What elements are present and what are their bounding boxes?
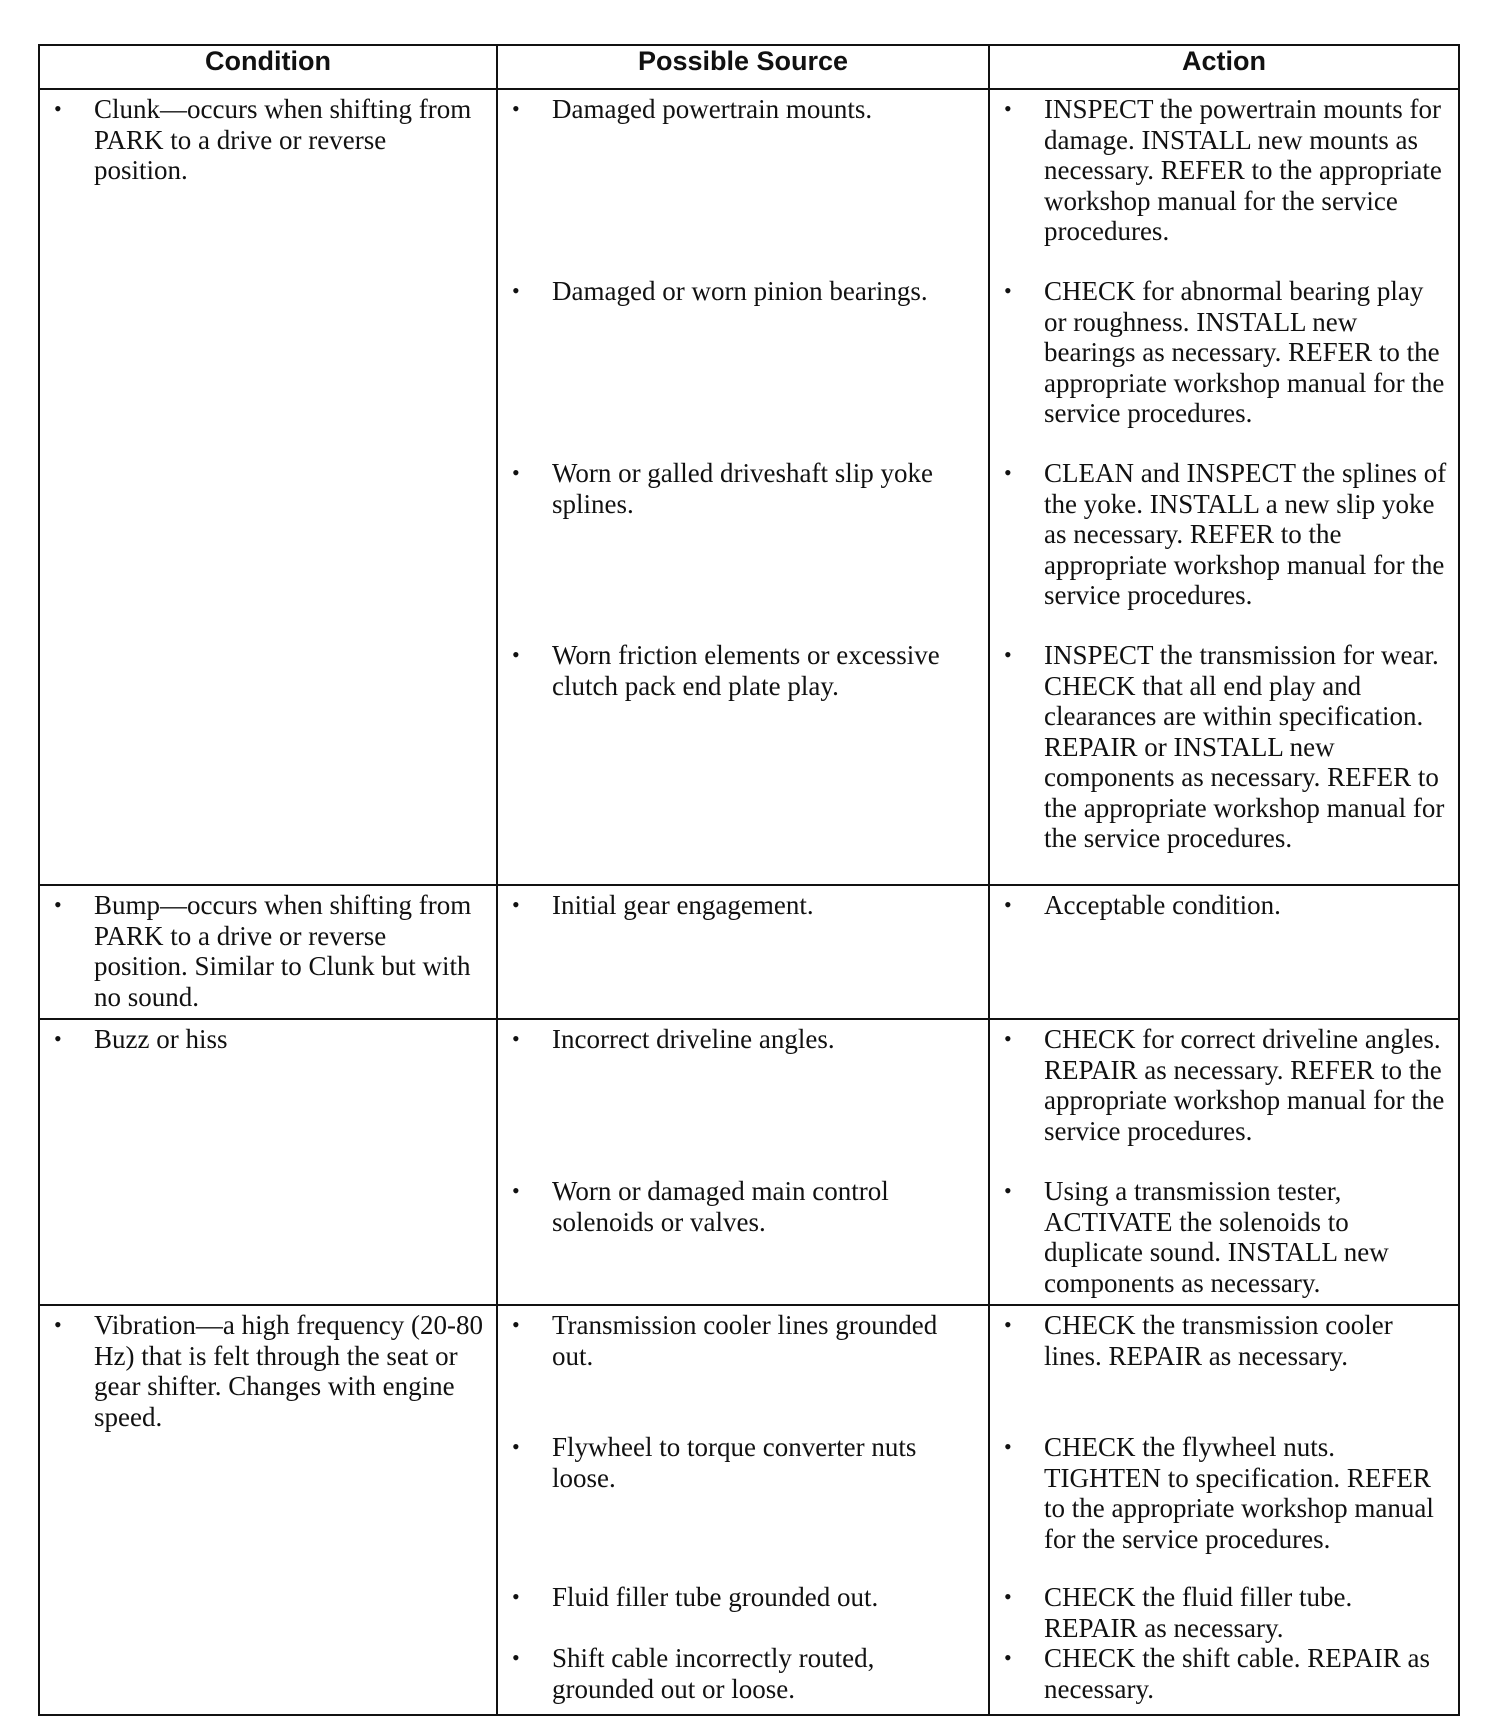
list-item — [54, 1024, 486, 1055]
list-item — [512, 1310, 978, 1432]
list-item — [512, 94, 978, 276]
source-text: Fluid filler tube grounded out. — [552, 1582, 879, 1612]
source-text: Transmission cooler lines grounded out. — [552, 1310, 938, 1371]
bullet-icon: • — [512, 1645, 520, 1670]
bullet-icon: • — [1004, 278, 1012, 303]
list-item — [1004, 1643, 1448, 1704]
list-item — [1004, 276, 1448, 458]
action-text: INSPECT the powertrain mounts for damage. INSTALL new mounts as necessary. REFER to the appropriate workshop manual for the service procedures. — [1044, 94, 1442, 246]
bullet-icon: • — [512, 892, 520, 917]
source-text: Damaged powertrain mounts. — [552, 94, 873, 124]
list-item — [54, 94, 486, 186]
bullet-icon: • — [1004, 892, 1012, 917]
action-text: CHECK the fluid filler tube. REPAIR as necessary. — [1044, 1582, 1353, 1643]
header-possible-source: Possible Source — [497, 45, 989, 89]
list-item — [1004, 458, 1448, 640]
condition-cell — [39, 885, 497, 1019]
action-cell — [989, 1019, 1459, 1305]
bullet-icon: • — [512, 1434, 520, 1459]
source-text: Damaged or worn pinion bearings. — [552, 276, 928, 306]
list-item — [1004, 1432, 1448, 1582]
list-item — [1004, 890, 1448, 921]
action-text: INSPECT the transmission for wear. CHECK that all end play and clearances are within specification. REPAIR or INSTALL new components as necessary. REFER to the appropriate workshop manual for the service procedures. — [1044, 640, 1445, 853]
bullet-icon: • — [1004, 642, 1012, 667]
condition-text: Vibration—a high frequency (20-80 Hz) that is felt through the seat or gear shifter. Changes with engine speed. — [94, 1310, 484, 1432]
condition-cell — [39, 1019, 497, 1305]
header-row — [39, 45, 1459, 89]
bullet-icon: • — [512, 1312, 520, 1337]
action-text: CHECK the shift cable. REPAIR as necessary. — [1044, 1643, 1430, 1704]
source-cell — [497, 1305, 989, 1715]
table-row-buzz — [39, 1019, 1459, 1305]
list-item — [1004, 1310, 1448, 1432]
source-cell — [497, 1019, 989, 1305]
source-text: Worn or damaged main control solenoids or valves. — [552, 1176, 889, 1237]
bullet-icon: • — [512, 1026, 520, 1051]
list-item — [512, 1176, 978, 1237]
list-item — [512, 458, 978, 640]
diagnosis-table — [38, 44, 1460, 1716]
bullet-icon: • — [512, 1584, 520, 1609]
diagnosis-table-page — [38, 44, 1458, 1716]
bullet-icon: • — [1004, 1312, 1012, 1337]
source-cell — [497, 89, 989, 885]
list-item — [512, 276, 978, 458]
condition-text: Bump—occurs when shifting from PARK to a drive or reverse position. Similar to Clunk but with no sound. — [94, 890, 472, 1012]
action-text: CHECK the transmission cooler lines. REPAIR as necessary. — [1044, 1310, 1393, 1371]
table-row-clunk — [39, 89, 1459, 885]
action-cell — [989, 89, 1459, 885]
source-text: Shift cable incorrectly routed, grounded out or loose. — [552, 1643, 875, 1704]
action-text: Using a transmission tester, ACTIVATE the solenoids to duplicate sound. INSTALL new components as necessary. — [1044, 1176, 1389, 1298]
source-text: Initial gear engagement. — [552, 890, 814, 920]
source-text: Worn or galled driveshaft slip yoke splines. — [552, 458, 933, 519]
list-item — [512, 1643, 978, 1704]
bullet-icon: • — [1004, 460, 1012, 485]
list-item — [512, 640, 978, 701]
list-item — [512, 1024, 978, 1176]
bullet-icon: • — [512, 278, 520, 303]
list-item — [1004, 1024, 1448, 1176]
list-item — [54, 1310, 486, 1432]
table-row-bump — [39, 885, 1459, 1019]
header-condition: Condition — [39, 45, 497, 89]
list-item — [1004, 94, 1448, 276]
condition-text: Clunk—occurs when shifting from PARK to a drive or reverse position. — [94, 94, 472, 185]
bullet-icon: • — [1004, 1178, 1012, 1203]
bullet-icon: • — [54, 1026, 62, 1051]
list-item — [54, 890, 486, 1012]
list-item — [512, 1432, 978, 1582]
action-text: CHECK for correct driveline angles. REPAIR as necessary. REFER to the appropriate workshop manual for the service procedures. — [1044, 1024, 1445, 1146]
bullet-icon: • — [512, 96, 520, 121]
header-action: Action — [989, 45, 1459, 89]
bullet-icon: • — [512, 642, 520, 667]
bullet-icon: • — [1004, 96, 1012, 121]
bullet-icon: • — [1004, 1434, 1012, 1459]
bullet-icon: • — [1004, 1584, 1012, 1609]
list-item — [1004, 1176, 1448, 1298]
condition-text: Buzz or hiss — [94, 1024, 228, 1054]
list-item — [1004, 640, 1448, 854]
bullet-icon: • — [54, 1312, 62, 1337]
source-cell — [497, 885, 989, 1019]
table-row-vibration — [39, 1305, 1459, 1715]
bullet-icon: • — [54, 96, 62, 121]
bullet-icon: • — [1004, 1645, 1012, 1670]
bullet-icon: • — [1004, 1026, 1012, 1051]
bullet-icon: • — [54, 892, 62, 917]
action-cell — [989, 1305, 1459, 1715]
list-item — [512, 890, 978, 921]
action-text: Acceptable condition. — [1044, 890, 1281, 920]
bullet-icon: • — [512, 1178, 520, 1203]
action-text: CLEAN and INSPECT the splines of the yoke. INSTALL a new slip yoke as necessary. REFER to the appropriate workshop manual for the service procedures. — [1044, 458, 1447, 610]
action-text: CHECK for abnormal bearing play or roughness. INSTALL new bearings as necessary. REFER to the appropriate workshop manual for the service procedures. — [1044, 276, 1445, 428]
condition-cell — [39, 1305, 497, 1715]
condition-cell — [39, 89, 497, 885]
action-cell — [989, 885, 1459, 1019]
list-item — [1004, 1582, 1448, 1643]
bullet-icon: • — [512, 460, 520, 485]
source-text: Worn friction elements or excessive clutch pack end plate play. — [552, 640, 940, 701]
source-text: Flywheel to torque converter nuts loose. — [552, 1432, 917, 1493]
list-item — [512, 1582, 978, 1643]
source-text: Incorrect driveline angles. — [552, 1024, 835, 1054]
action-text: CHECK the flywheel nuts. TIGHTEN to specification. REFER to the appropriate workshop manual for the service procedures. — [1044, 1432, 1434, 1554]
